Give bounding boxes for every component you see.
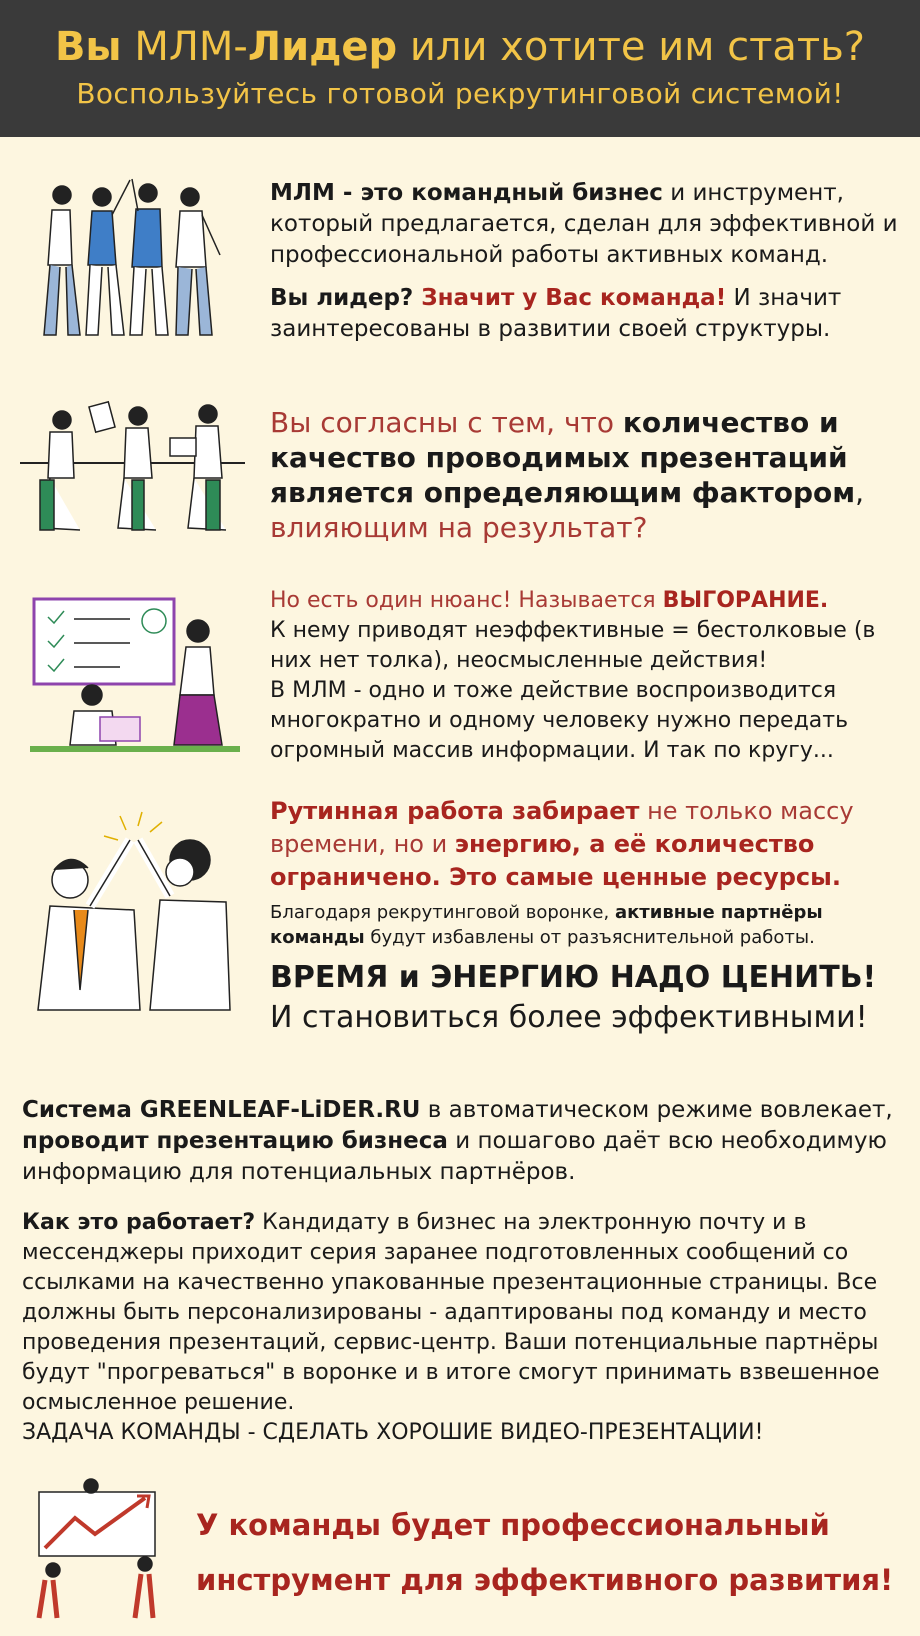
growth-chart-illustration	[25, 1478, 170, 1623]
intro-text-block	[270, 178, 900, 345]
whiteboard-burnout-illustration	[30, 595, 240, 755]
leader-paragraph: Вы лидер? Значит у Вас команда! И значит заинтересованы в развитии своей структуры.	[270, 285, 842, 342]
header-banner	[0, 0, 920, 137]
presentations-question: Вы согласны с тем, что количество и качество проводимых презентаций является определяющим фактором, влияющим на результат?	[270, 406, 865, 544]
page-subtitle: Воспользуйтесь готовой рекрутинговой системой!	[76, 77, 844, 110]
team-high-five-illustration	[30, 175, 230, 355]
routine-text-block	[270, 795, 910, 1038]
closing-statement: У команды будет профессиональный инструмент для эффективного развития!	[196, 1508, 894, 1597]
high-five-pair-illustration	[30, 810, 245, 1035]
how-it-works-block: Как это работает? Кандидату в бизнес на электронную почту и в мессенджеры приходит серия заранее подготовленных сообщений со ссылками на качественно упакованные презентационные страницы. Все должны быть персонализированы - адаптированы под команду и место проведения презентаций, сервис-центр. Ваши потенциальные партнёры будут "прогреваться" в воронке и в итоге смогут принимать взвешенное осмысленное решение. ЗАДАЧА КОМАНДЫ - СДЕЛАТЬ ХОРОШИЕ ВИДЕО-ПРЕЗЕНТАЦИИ!	[22, 1210, 880, 1445]
burnout-text-block: Но есть один нюанс! Называется ВЫГОРАНИЕ. К нему приводят неэффективные = бестолковые (в них нет толка), неосмысленные действия! В МЛМ - одно и тоже действие воспроизводится многократно и одному человеку нужно передать огромный массив информации. И так по кругу...	[270, 588, 876, 763]
office-meeting-illustration	[20, 398, 245, 543]
system-description: Система GREENLEAF-LiDER.RU в автоматическом режиме вовлекает, проводит презентацию бизнеса и пошагово даёт всю необходимую информацию для потенциальных партнёров.	[22, 1097, 893, 1185]
mlm-definition-paragraph: МЛМ - это командный бизнес и инструмент, который предлагается, сделан для эффективной и профессиональной работы активных команд.	[270, 180, 898, 268]
value-time-heading: ВРЕМЯ и ЭНЕРГИЮ НАДО ЦЕНИТЬ!	[270, 960, 877, 995]
funnel-paragraph: Благодаря рекрутинговой воронке, активные партнёры команды будут избавлены от разъяснительной работы.	[270, 902, 823, 948]
be-effective-line: И становиться более эффективными!	[270, 1000, 868, 1035]
routine-paragraph: Рутинная работа забирает не только массу времени, но и энергию, а её количество ограничено. Это самые ценные ресурсы.	[270, 797, 854, 891]
page-title: Вы МЛМ-Лидер или хотите им стать?	[54, 24, 866, 70]
